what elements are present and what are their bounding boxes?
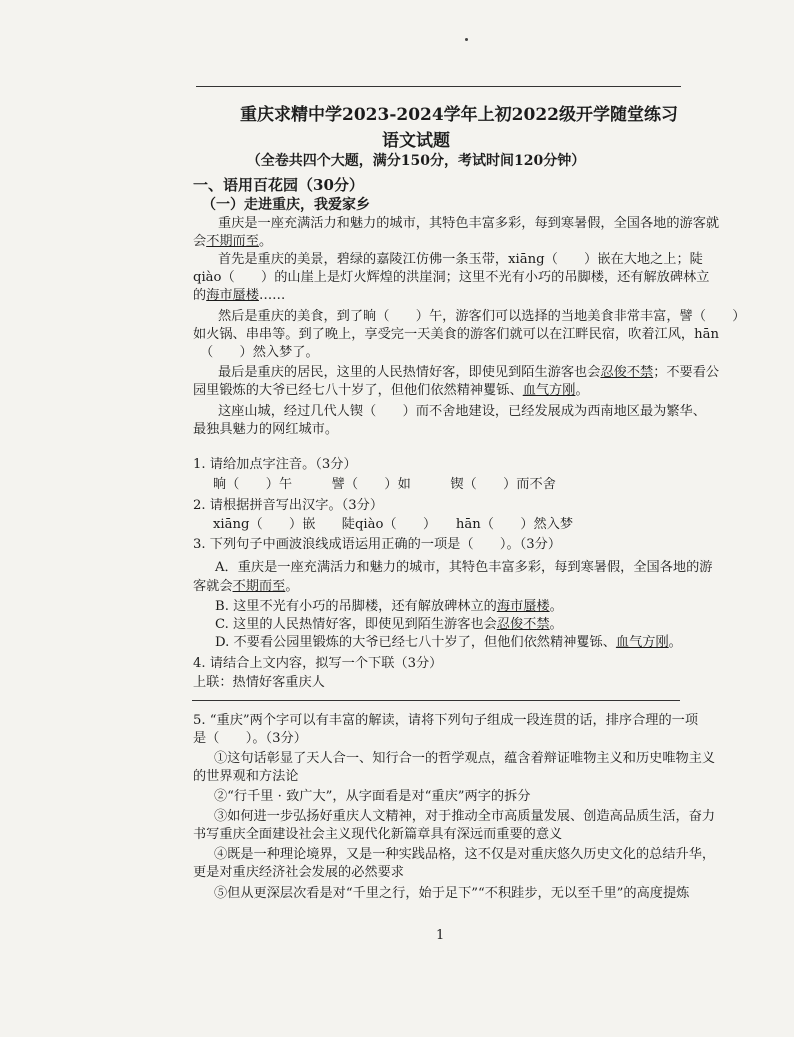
passage-line: 如火锅、串串等。到了晚上，享受完一天美食的游客们就可以在江畔民宿，吹着江风，hān — [193, 327, 719, 342]
question-5-stem-cont: 是（ ）。（3分） — [193, 731, 307, 746]
passage-line: qiào（ ）的山崖上是灯火辉煌的洪崖洞；这里不光有小巧的吊脚楼，还有解放碑林立 — [193, 270, 710, 285]
passage-line: 最独具魅力的网红城市。 — [193, 422, 339, 437]
sentence-2: ②“行千里 · 致广大”，从字面看是对“重庆”两字的拆分 — [214, 789, 531, 804]
question-1-items: 晌（ ）午 譬（ ）如 锲（ ）而不舍 — [213, 477, 556, 492]
question-1: 1. 请给加点字注音。（3分） — [193, 457, 357, 472]
passage-line: 的海市蜃楼…… — [193, 288, 286, 303]
passage-line: （ ）然入梦了。 — [200, 345, 319, 360]
option-a-cont: 客就会不期而至。 — [193, 579, 299, 594]
passage-line: 会不期而至。 — [193, 234, 273, 249]
passage-line: 重庆是一座充满活力和魅力的城市，其特色丰富多彩，每到寒暑假，全国各地的游客就 — [218, 216, 720, 231]
sentence-3-cont: 书写重庆全面建设社会主义现代化新篇章具有深远而重要的意义 — [193, 827, 563, 842]
exam-title: 重庆求精中学2023-2024学年上初2022级开学随堂练习 — [240, 105, 678, 125]
exam-subtitle: 语文试题 — [382, 131, 450, 151]
option-d: D. 不要看公园里锻炼的大爷已经七八十岁了，但他们依然精神矍铄、血气方刚。 — [215, 635, 682, 650]
sentence-4-cont: 更是对重庆经济社会发展的必然要求 — [193, 865, 404, 880]
passage-line: 这座山城，经过几代人锲（ ）而不舍地建设，已经发展成为西南地区最为繁华、 — [218, 404, 706, 419]
option-a: A．重庆是一座充满活力和魅力的城市，其特色丰富多彩，每到寒暑假，全国各地的游 — [215, 560, 713, 575]
exam-note: （全卷共四个大题，满分150分，考试时间120分钟） — [246, 153, 586, 169]
passage-line: 园里锻炼的大爷已经七八十岁了，但他们依然精神矍铄、血气方刚。 — [193, 383, 589, 398]
sentence-3: ③如何进一步弘扬好重庆人文精神，对于推动全市高质量发展、创造高品质生活，奋力 — [214, 809, 716, 824]
section-heading: 一、语用百花园（30分） — [193, 176, 364, 194]
sentence-1: ①这句话彰显了天人合一、知行合一的哲学观点，蕴含着辩证唯物主义和历史唯物主义 — [214, 751, 716, 766]
scan-speck — [465, 38, 468, 41]
question-4-couplet: 上联：热情好客重庆人 — [193, 675, 325, 690]
page-number: 1 — [436, 928, 445, 943]
question-4: 4. 请结合上文内容，拟写一个下联（3分） — [193, 656, 443, 671]
question-3: 3. 下列句子中画波浪线成语运用正确的一项是（ ）。（3分） — [193, 537, 562, 552]
passage-line: 最后是重庆的居民，这里的人民热情好客，即使见到陌生游客也会忍俊不禁；不要看公 — [218, 365, 720, 380]
sentence-4: ④既是一种理论境界，又是一种实践品格，这不仅是对重庆悠久历史文化的总结升华， — [214, 847, 716, 862]
sentence-5: ⑤但从更深层次看是对“千里之行，始于足下”“不积跬步，无以至千里”的高度提炼 — [214, 886, 690, 901]
subsection-heading: （一）走进重庆，我爱家乡 — [202, 197, 370, 213]
question-5-stem: 5. “重庆”两个字可以有丰富的解读，请将下列句子组成一段连贯的话，排序合理的一项 — [193, 713, 699, 728]
header-rule — [196, 86, 681, 87]
passage-line: 然后是重庆的美食，到了晌（ ）午，游客们可以选择的当地美食非常丰富，譬（ ） — [218, 309, 746, 324]
question-2-items: xiāng（ ）嵌 陡qiào（ ） hān（ ）然入梦 — [213, 517, 574, 532]
option-c: C. 这里的人民热情好客，即使见到陌生游客也会忍俊不禁。 — [215, 617, 563, 632]
sentence-1-cont: 的世界观和方法论 — [193, 769, 299, 784]
section-divider — [192, 700, 680, 701]
question-2: 2. 请根据拼音写出汉字。（3分） — [193, 498, 384, 513]
option-b: B. 这里不光有小巧的吊脚楼，还有解放碑林立的海市蜃楼。 — [215, 599, 563, 614]
passage-line: 首先是重庆的美景，碧绿的嘉陵江仿佛一条玉带，xiāng（ ）嵌在大地之上；陡 — [218, 252, 703, 267]
